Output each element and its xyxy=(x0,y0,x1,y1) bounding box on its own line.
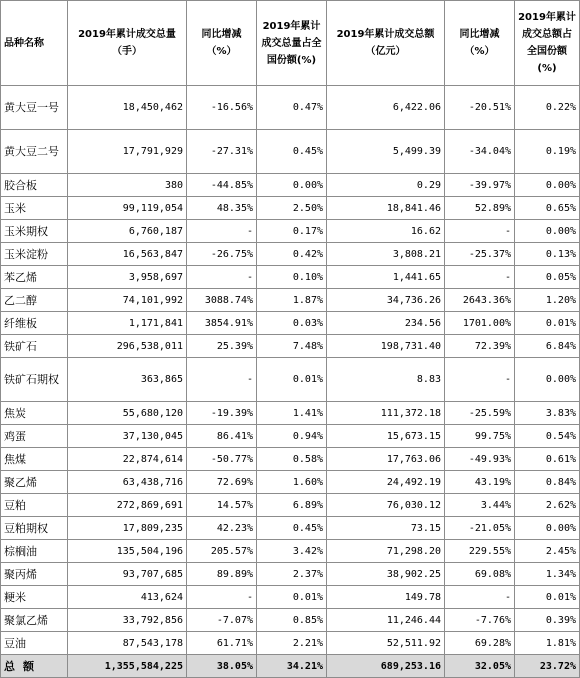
product-name-cell: 聚丙烯 xyxy=(1,563,68,586)
total-volume-cell: 1,355,584,225 xyxy=(68,655,187,678)
volume-cell: 1,171,841 xyxy=(68,312,187,335)
amount-yoy-cell: -20.51% xyxy=(445,86,515,130)
volume-yoy-cell: -27.31% xyxy=(187,130,257,174)
volume-cell: 22,874,614 xyxy=(68,448,187,471)
amount-yoy-cell: -25.59% xyxy=(445,402,515,425)
amount-share-cell: 1.20% xyxy=(515,289,580,312)
volume-yoy-cell: - xyxy=(187,586,257,609)
table-row xyxy=(1,174,580,197)
table-row xyxy=(1,563,580,586)
volume-cell: 135,504,196 xyxy=(68,540,187,563)
amount-share-cell: 0.39% xyxy=(515,609,580,632)
amount-share-cell: 1.81% xyxy=(515,632,580,655)
amount-share-cell: 0.00% xyxy=(515,174,580,197)
product-name-cell: 铁矿石期权 xyxy=(1,358,68,402)
amount-share-cell: 0.01% xyxy=(515,312,580,335)
product-name-cell: 豆粕期权 xyxy=(1,517,68,540)
volume-yoy-cell: -19.39% xyxy=(187,402,257,425)
volume-yoy-cell: -26.75% xyxy=(187,243,257,266)
amount-cell: 5,499.39 xyxy=(327,130,445,174)
amount-cell: 1,441.65 xyxy=(327,266,445,289)
product-name-cell: 粳米 xyxy=(1,586,68,609)
volume-share-cell: 0.17% xyxy=(257,220,327,243)
amount-cell: 0.29 xyxy=(327,174,445,197)
table-row xyxy=(1,609,580,632)
volume-cell: 63,438,716 xyxy=(68,471,187,494)
volume-yoy-cell: -7.07% xyxy=(187,609,257,632)
volume-share-cell: 2.37% xyxy=(257,563,327,586)
volume-yoy-cell: 48.35% xyxy=(187,197,257,220)
product-name-cell: 玉米期权 xyxy=(1,220,68,243)
product-name-cell: 黄大豆一号 xyxy=(1,86,68,130)
amount-yoy-cell: -34.04% xyxy=(445,130,515,174)
amount-yoy-cell: 52.89% xyxy=(445,197,515,220)
amount-yoy-cell: - xyxy=(445,586,515,609)
header-amount-yoy: 同比增减（%） xyxy=(445,1,515,86)
volume-share-cell: 0.58% xyxy=(257,448,327,471)
table-row xyxy=(1,312,580,335)
amount-cell: 198,731.40 xyxy=(327,335,445,358)
amount-yoy-cell: 3.44% xyxy=(445,494,515,517)
amount-cell: 8.83 xyxy=(327,358,445,402)
volume-yoy-cell: -16.56% xyxy=(187,86,257,130)
product-name-cell: 聚乙烯 xyxy=(1,471,68,494)
volume-share-cell: 1.41% xyxy=(257,402,327,425)
amount-cell: 24,492.19 xyxy=(327,471,445,494)
volume-share-cell: 0.01% xyxy=(257,586,327,609)
product-name-cell: 豆油 xyxy=(1,632,68,655)
volume-cell: 272,869,691 xyxy=(68,494,187,517)
total-amount-yoy-cell: 32.05% xyxy=(445,655,515,678)
amount-yoy-cell: -7.76% xyxy=(445,609,515,632)
product-name-cell: 焦炭 xyxy=(1,402,68,425)
volume-yoy-cell: - xyxy=(187,358,257,402)
amount-yoy-cell: -49.93% xyxy=(445,448,515,471)
amount-share-cell: 0.13% xyxy=(515,243,580,266)
amount-yoy-cell: 69.28% xyxy=(445,632,515,655)
header-volume-yoy: 同比增减（%） xyxy=(187,1,257,86)
product-name-cell: 鸡蛋 xyxy=(1,425,68,448)
amount-cell: 34,736.26 xyxy=(327,289,445,312)
amount-cell: 6,422.06 xyxy=(327,86,445,130)
product-name-cell: 棕榈油 xyxy=(1,540,68,563)
amount-cell: 71,298.20 xyxy=(327,540,445,563)
volume-cell: 296,538,011 xyxy=(68,335,187,358)
table-row xyxy=(1,130,580,174)
volume-share-cell: 0.47% xyxy=(257,86,327,130)
header-product-name: 品种名称 xyxy=(1,1,68,86)
volume-cell: 87,543,178 xyxy=(68,632,187,655)
volume-cell: 413,624 xyxy=(68,586,187,609)
amount-cell: 16.62 xyxy=(327,220,445,243)
amount-share-cell: 3.83% xyxy=(515,402,580,425)
volume-cell: 18,450,462 xyxy=(68,86,187,130)
product-name-cell: 聚氯乙烯 xyxy=(1,609,68,632)
total-volume-share-cell: 34.21% xyxy=(257,655,327,678)
table-row xyxy=(1,243,580,266)
volume-yoy-cell: -44.85% xyxy=(187,174,257,197)
product-name-cell: 豆粕 xyxy=(1,494,68,517)
volume-cell: 17,791,929 xyxy=(68,130,187,174)
product-name-cell: 焦煤 xyxy=(1,448,68,471)
product-name-cell: 铁矿石 xyxy=(1,335,68,358)
amount-yoy-cell: 43.19% xyxy=(445,471,515,494)
volume-share-cell: 0.85% xyxy=(257,609,327,632)
volume-cell: 93,707,685 xyxy=(68,563,187,586)
product-name-cell: 胶合板 xyxy=(1,174,68,197)
amount-cell: 11,246.44 xyxy=(327,609,445,632)
volume-share-cell: 2.21% xyxy=(257,632,327,655)
volume-cell: 55,680,120 xyxy=(68,402,187,425)
volume-yoy-cell: 42.23% xyxy=(187,517,257,540)
volume-yoy-cell: 86.41% xyxy=(187,425,257,448)
volume-yoy-cell: 3854.91% xyxy=(187,312,257,335)
volume-share-cell: 1.60% xyxy=(257,471,327,494)
amount-share-cell: 0.00% xyxy=(515,220,580,243)
amount-share-cell: 0.84% xyxy=(515,471,580,494)
total-volume-yoy-cell: 38.05% xyxy=(187,655,257,678)
volume-yoy-cell: 89.89% xyxy=(187,563,257,586)
table-row xyxy=(1,471,580,494)
table-row xyxy=(1,540,580,563)
volume-cell: 17,809,235 xyxy=(68,517,187,540)
table-row xyxy=(1,517,580,540)
volume-yoy-cell: 72.69% xyxy=(187,471,257,494)
table-row xyxy=(1,586,580,609)
product-name-cell: 苯乙烯 xyxy=(1,266,68,289)
amount-cell: 52,511.92 xyxy=(327,632,445,655)
volume-share-cell: 6.89% xyxy=(257,494,327,517)
amount-cell: 73.15 xyxy=(327,517,445,540)
table-row xyxy=(1,425,580,448)
volume-cell: 6,760,187 xyxy=(68,220,187,243)
amount-yoy-cell: 2643.36% xyxy=(445,289,515,312)
volume-share-cell: 0.45% xyxy=(257,517,327,540)
product-name-cell: 纤维板 xyxy=(1,312,68,335)
table-row xyxy=(1,448,580,471)
volume-share-cell: 0.45% xyxy=(257,130,327,174)
header-volume-share: 2019年累计成交总量占全国份额(%) xyxy=(257,1,327,86)
total-row xyxy=(1,655,580,678)
volume-share-cell: 2.50% xyxy=(257,197,327,220)
amount-cell: 76,030.12 xyxy=(327,494,445,517)
total-amount-share-cell: 23.72% xyxy=(515,655,580,678)
volume-cell: 16,563,847 xyxy=(68,243,187,266)
amount-yoy-cell: - xyxy=(445,220,515,243)
table-body xyxy=(1,86,580,678)
volume-share-cell: 0.03% xyxy=(257,312,327,335)
table-row xyxy=(1,335,580,358)
product-name-cell: 乙二醇 xyxy=(1,289,68,312)
amount-share-cell: 0.05% xyxy=(515,266,580,289)
amount-yoy-cell: 69.08% xyxy=(445,563,515,586)
volume-share-cell: 0.94% xyxy=(257,425,327,448)
amount-share-cell: 0.22% xyxy=(515,86,580,130)
table-row xyxy=(1,494,580,517)
total-amount-cell: 689,253.16 xyxy=(327,655,445,678)
table-row xyxy=(1,632,580,655)
amount-cell: 17,763.06 xyxy=(327,448,445,471)
volume-yoy-cell: - xyxy=(187,220,257,243)
volume-share-cell: 0.10% xyxy=(257,266,327,289)
volume-share-cell: 3.42% xyxy=(257,540,327,563)
amount-yoy-cell: 1701.00% xyxy=(445,312,515,335)
volume-share-cell: 0.42% xyxy=(257,243,327,266)
table-row xyxy=(1,402,580,425)
header-volume: 2019年累计成交总量（手） xyxy=(68,1,187,86)
amount-yoy-cell: -21.05% xyxy=(445,517,515,540)
table-row xyxy=(1,289,580,312)
amount-share-cell: 0.00% xyxy=(515,517,580,540)
amount-cell: 234.56 xyxy=(327,312,445,335)
amount-yoy-cell: 229.55% xyxy=(445,540,515,563)
amount-share-cell: 0.61% xyxy=(515,448,580,471)
volume-cell: 3,958,697 xyxy=(68,266,187,289)
volume-share-cell: 1.87% xyxy=(257,289,327,312)
amount-cell: 111,372.18 xyxy=(327,402,445,425)
table-row xyxy=(1,358,580,402)
amount-share-cell: 2.62% xyxy=(515,494,580,517)
table-row xyxy=(1,197,580,220)
volume-yoy-cell: 205.57% xyxy=(187,540,257,563)
volume-yoy-cell: 61.71% xyxy=(187,632,257,655)
amount-cell: 149.78 xyxy=(327,586,445,609)
amount-share-cell: 0.54% xyxy=(515,425,580,448)
table-row xyxy=(1,220,580,243)
amount-share-cell: 0.00% xyxy=(515,358,580,402)
product-name-cell: 玉米 xyxy=(1,197,68,220)
amount-cell: 3,808.21 xyxy=(327,243,445,266)
amount-yoy-cell: 72.39% xyxy=(445,335,515,358)
amount-share-cell: 0.01% xyxy=(515,586,580,609)
amount-yoy-cell: 99.75% xyxy=(445,425,515,448)
amount-yoy-cell: - xyxy=(445,358,515,402)
product-name-cell: 黄大豆二号 xyxy=(1,130,68,174)
volume-cell: 380 xyxy=(68,174,187,197)
volume-cell: 99,119,054 xyxy=(68,197,187,220)
amount-yoy-cell: -39.97% xyxy=(445,174,515,197)
volume-cell: 363,865 xyxy=(68,358,187,402)
header-amount-share: 2019年累计成交总额占全国份额(%) xyxy=(515,1,580,86)
amount-share-cell: 0.19% xyxy=(515,130,580,174)
volume-cell: 74,101,992 xyxy=(68,289,187,312)
amount-cell: 15,673.15 xyxy=(327,425,445,448)
volume-share-cell: 0.00% xyxy=(257,174,327,197)
header-row xyxy=(1,1,580,86)
amount-cell: 18,841.46 xyxy=(327,197,445,220)
amount-yoy-cell: -25.37% xyxy=(445,243,515,266)
amount-share-cell: 1.34% xyxy=(515,563,580,586)
volume-yoy-cell: 3088.74% xyxy=(187,289,257,312)
amount-share-cell: 2.45% xyxy=(515,540,580,563)
amount-share-cell: 6.84% xyxy=(515,335,580,358)
header-amount: 2019年累计成交总额（亿元） xyxy=(327,1,445,86)
volume-cell: 37,130,045 xyxy=(68,425,187,448)
volume-share-cell: 7.48% xyxy=(257,335,327,358)
total-product-name-cell: 总额 xyxy=(1,655,68,678)
volume-yoy-cell: -50.77% xyxy=(187,448,257,471)
product-name-cell: 玉米淀粉 xyxy=(1,243,68,266)
amount-cell: 38,902.25 xyxy=(327,563,445,586)
table-row xyxy=(1,266,580,289)
amount-share-cell: 0.65% xyxy=(515,197,580,220)
volume-share-cell: 0.01% xyxy=(257,358,327,402)
volume-yoy-cell: - xyxy=(187,266,257,289)
table-row xyxy=(1,86,580,130)
volume-cell: 33,792,856 xyxy=(68,609,187,632)
amount-yoy-cell: - xyxy=(445,266,515,289)
volume-yoy-cell: 14.57% xyxy=(187,494,257,517)
volume-yoy-cell: 25.39% xyxy=(187,335,257,358)
